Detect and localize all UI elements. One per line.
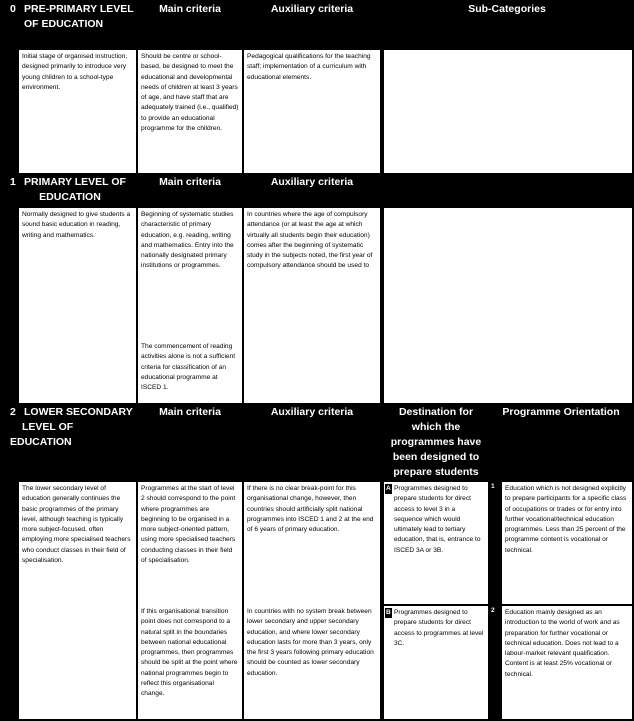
level-2-main-criteria-1: Programmes at the start of level 2 should correspond to the point where programmes are beginning to be organised in a more subject-oriented pattern, using more specialised teachers conducting classes in their field of specialisation. — [141, 485, 236, 565]
orientation-2-marker: 2 — [491, 607, 495, 614]
level-1-main-criteria-note: The commencement of reading activities alone is not a sufficient criteria for classification of an educational programme at ISCED 1. — [141, 343, 236, 392]
level-1-title — [2, 175, 136, 206]
level-1-number: 1 — [10, 176, 16, 188]
destination-b — [384, 606, 488, 719]
level-0-auxiliary-criteria: Pedagogical qualifications for the teaching staff; implementation of a curriculum with educational elements. — [244, 50, 380, 173]
level-0-main-criteria-header: Main criteria — [138, 2, 242, 48]
level-1-auxiliary-criteria-header: Auxiliary criteria — [244, 175, 380, 206]
level-2-orientation-header: Programme Orientation — [490, 405, 632, 480]
level-0-auxiliary-criteria-header: Auxiliary criteria — [244, 2, 380, 48]
level-0-subcategories — [384, 50, 632, 173]
level-0-title-line2: OF EDUCATION — [24, 18, 104, 30]
level-0-number: 0 — [10, 3, 16, 15]
level-0-title-line1: PRE-PRIMARY LEVEL — [24, 3, 134, 15]
level-2-main-criteria-header: Main criteria — [138, 405, 242, 480]
level-1-description: Normally designed to give students a sound basic education in reading, writing and mathematics. — [19, 208, 136, 403]
orientation-2-text: Education mainly designed as an introduction to the world of work and as preparation for further vocational or technical education. Does not lead to a labour-market relevant qualification. Content is at least 25% vocational or technical. — [502, 606, 632, 719]
destination-a-marker: A — [385, 484, 392, 494]
level-0-title — [2, 2, 136, 48]
orientation-1-text: Education which is not designed explicitly to prepare participants for a specific class of occupations or trades or for entry into further vocational/technical education programmes. Less than 25 percent of the programme content is vocational or technical. — [502, 482, 632, 604]
level-1-title-line1: PRIMARY LEVEL OF — [24, 176, 126, 188]
level-1-main-criteria-text: Beginning of systematic studies characteristic of primary education, e.g. reading, writing and mathematics. Entry into the nationally designated primary institutions or programmes. — [141, 211, 234, 270]
level-2-number: 2 — [10, 406, 16, 418]
level-2-auxiliary-criteria-1: If there is no clear break-point for this organisational change, however, then countries should artificially split national programmes into ISCED 1 and 2 at the end of 6 years of primary education. — [247, 485, 374, 534]
level-2-destination-header: Destination for which the programmes have been designed to prepare students — [384, 405, 488, 480]
level-2-title-line2: LEVEL OF EDUCATION — [10, 421, 74, 448]
level-1-main-criteria — [138, 208, 242, 403]
destination-b-text: Programmes designed to prepare students for direct access to programmes at level 3C. — [394, 609, 484, 647]
level-2-main-criteria-2: If this organisational transition point does not correspond to a natural split in the boundaries between national educational programmes, then programmes should be split at the point where national programmes begin to reflect this organisational change. — [141, 608, 238, 698]
level-2-main-criteria — [138, 482, 242, 719]
level-0-subcategories-header: Sub-Categories — [382, 2, 632, 48]
level-1-main-criteria-header: Main criteria — [138, 175, 242, 206]
destination-a-text: Programmes designed to prepare students for direct access to level 3 in a sequence which would ultimately lead to tertiary education, that is, entrance to ISCED 3A or 3B. — [394, 485, 481, 554]
level-2-auxiliary-criteria-header: Auxiliary criteria — [244, 405, 380, 480]
level-2-title-line1: LOWER SECONDARY — [24, 406, 133, 418]
level-2-description: The lower secondary level of education generally continues the basic programmes of the primary level, although teaching is typically more subject-focused, often employing more specialised teachers who conduct classes in their field of specialisation. — [19, 482, 136, 719]
level-2-auxiliary-criteria — [244, 482, 380, 719]
level-1-auxiliary-criteria: In countries where the age of compulsory attendance (or at least the age at which virtually all students begin their education) comes after the beginning of systematic study in the subjects noted, the first year of compulsory attendance should be used to — [244, 208, 380, 403]
level-0-main-criteria: Should be centre or school-based, be designed to meet the educational and developmental needs of children at least 3 years of age, and have staff that are adequately trained (i.e., qualified) to provide an educational programme for the children. — [138, 50, 242, 173]
orientation-1-marker: 1 — [491, 483, 495, 490]
level-2-auxiliary-criteria-2: In countries with no system break between lower secondary and upper secondary education, and where lower secondary education lasts for more than 3 years, only the first 3 years following primary education should be counted as lower secondary education. — [247, 608, 374, 677]
level-0-description: Initial stage of organised instruction, designed primarily to introduce very young children to a school-type environment. — [19, 50, 136, 173]
level-1-subcategories — [384, 208, 632, 403]
level-1-title-line2: EDUCATION — [39, 191, 101, 203]
destination-a — [384, 482, 488, 604]
level-2-title — [2, 405, 136, 480]
destination-b-marker: B — [385, 608, 392, 618]
